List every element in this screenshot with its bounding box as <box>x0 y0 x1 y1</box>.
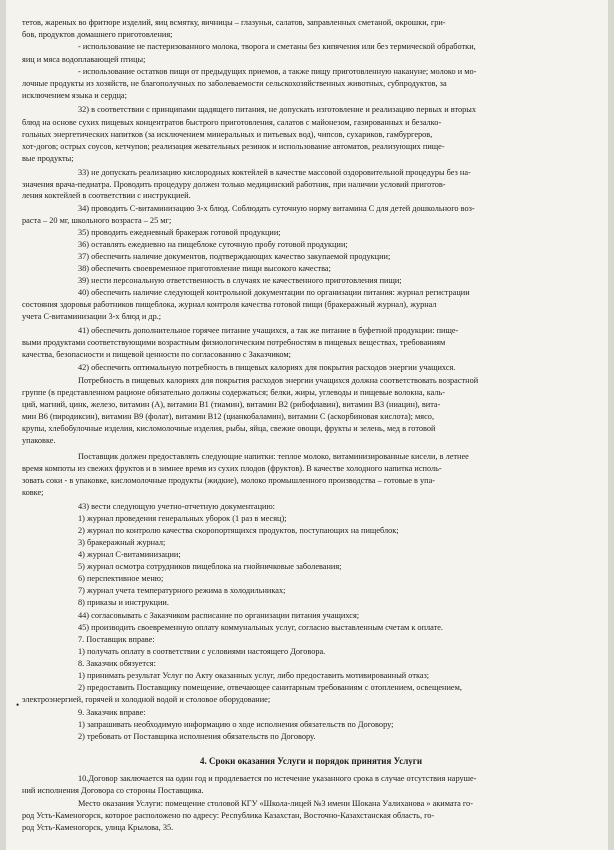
text-line: лочные продукты из хозяйств, не благополучных по заболеваемости сельскохозяйственных животных, субпродуктов, за <box>22 79 447 88</box>
text-line: 41) обеспечить дополнительное горячее питание учащихся, а так же питание в буфетной продукции: пище- <box>78 326 459 335</box>
text-line: ний исполнения Договора со стороны Поставщика. <box>22 786 204 795</box>
text-line: 5) журнал осмотра сотрудников пищеблока на гнойничковые заболевания; <box>78 562 342 571</box>
text-line: зовать соки - в упаковке, кисломолочные продукты (жидкие), молоко промышленного производства – готовые в упа- <box>22 476 436 485</box>
text-line: раста – 20 мг, школьного возраста – 25 мг; <box>22 216 172 225</box>
page-left-edge <box>0 0 6 850</box>
document-page <box>22 0 600 850</box>
text-line: 7. Поставщик вправе: <box>78 635 155 644</box>
text-line: тетов, жареных во фритюре изделий, яиц всмятку, яичницы – глазуньи, салатов, заправленных сметаной, окрошки, гри- <box>22 18 446 27</box>
text-line: яиц и мяса водоплавающей птицы; <box>22 55 146 64</box>
text-line: гольных энергетических напитков (за исключением минеральных и питьевых вод), чипсов, сухариков, гамбургеров, <box>22 130 433 139</box>
text-line: 2) журнал по контролю качества скоропортящихся продуктов, поступающих на пищеблок; <box>78 526 399 535</box>
text-line: электроэнергией, горячей и холодной водой и столовое оборудование; <box>22 695 271 704</box>
text-line: 42) обеспечить оптимальную потребность в пищевых калориях для покрытия расходов энергии учащихся. <box>78 363 456 372</box>
text-line: упаковке. <box>22 436 56 445</box>
text-line: ления коктейлей в соответствии с инструкцией. <box>22 191 191 200</box>
text-line: вые продукты; <box>22 154 74 163</box>
text-line: 10.Договор заключается на один год и продлевается по истечение указанного срока в случае отсутствия наруше- <box>78 774 477 783</box>
text-line: мин В6 (пиродиксин), витамин В9 (фолат), витамин В12 (цианкобаламин), витамин С (аскорбиновая кислота); мясо, <box>22 412 435 421</box>
text-line: крупы, хлебобулочные изделия, кисломолочные изделия, рыбы, яйца, свежие овощи, фрукты и зелень, мед в готовой <box>22 424 436 433</box>
text-line: группе (в представленном рационе обязательно должны содержаться; белки, жиры, углеводы и пищевые волокна, каль- <box>22 388 446 397</box>
text-line: 45) производить своевременную оплату коммунальных услуг, согласно выставленным счетам к оплате. <box>78 623 444 632</box>
text-line: - использование остатков пищи от предыдущих приемов, а также пищу приготовленную накануне; молоко и мо- <box>78 67 477 76</box>
text-line: учета С-витаминизации 3-х блюд и др.; <box>22 312 162 321</box>
text-line: значения врача-педиатра. Проводить процедуру должен только медицинский работник, при наличии условий приготов- <box>22 180 446 189</box>
text-line: ций, магний, цинк, железо, витамин (А), витамин В1 (тиамин), витамин В2 (рибофлавин), витамин В3 (ниацин), вита- <box>22 400 441 409</box>
text-line: 37) обеспечить наличие документов, подтверждающих качество закупаемой продукции; <box>78 252 391 261</box>
text-line: 3) бракеражный журнал; <box>78 538 166 547</box>
margin-bullet-mark: • <box>16 700 20 710</box>
text-line: блюд на основе сухих пищевых концентратов быстрого приготовления, салатов с майонезом, газированных и безалко- <box>22 118 442 127</box>
text-line: 6) перспективное меню; <box>78 574 164 583</box>
text-line: 1) принимать результат Услуг по Акту оказанных услуг, либо предоставить мотивированный отказ; <box>78 671 430 680</box>
text-line: 1) запрашивать необходимую информацию о ходе исполнения обязательств по Договору; <box>78 720 394 729</box>
text-line: - использование не пастеризованного молока, творога и сметаны без кипячения или без термической обработки, <box>78 42 476 51</box>
text-line: 32) в соответствии с принципами щадящего питания, не допускать изготовление и реализацию первых и вторых <box>78 105 477 114</box>
text-line: 44) согласовывать с Заказчиком расписание по организации питания учащихся; <box>78 611 360 620</box>
text-line: Место оказания Услуги: помещение столовой КГУ «Школа-лицей №3 имени Шокана Уалиханова » акимата го- <box>78 799 473 808</box>
text-line: 35) проводить ежедневный бракераж готовой продукции; <box>78 228 281 237</box>
text-line: 34) проводить С-витаминизацию 3-х блюд. Соблюдать суточную норму витамина С для детей дошкольного воз- <box>78 204 475 213</box>
text-line: 2) предоставить Поставщику помещение, отвечающее санитарным требованиям с отоплением, освещением, <box>78 683 462 692</box>
text-line: состояния здоровья работников пищеблока, журнал контроля качества готовой пищи (бракеражный журнал), журнал <box>22 300 437 309</box>
text-line: 33) не допускать реализацию кислородных коктейлей в качестве массовой оздоровительной процедуры без на- <box>78 168 471 177</box>
text-line: 2) требовать от Поставщика исполнения обязательств по Договору. <box>78 732 316 741</box>
text-line: род Усть-Каменогорск, улица Крылова, 35. <box>22 823 174 832</box>
text-line: 39) нести персональную ответственность в случаях не качественного приготовления пищи; <box>78 276 402 285</box>
text-line: исключением языка и сердца; <box>22 91 127 100</box>
text-line: время компоты из свежих фруктов и в зимнее время из сухих плодов (фруктов). В качестве холодного напитка исполь- <box>22 464 442 473</box>
text-line: 8) приказы и инструкции. <box>78 598 169 607</box>
text-line: 8. Заказчик обязуется: <box>78 659 156 668</box>
text-line: качества, безопасности и пищевой ценности по согласованию с Заказчиком; <box>22 350 291 359</box>
text-line: бов, продуктов домашнего приготовления; <box>22 30 173 39</box>
text-line: 40) обеспечить наличие следующей контрольной документации по организации питания: журнал регистрации <box>78 288 470 297</box>
text-line: 1) получать оплату в соответствии с условиями настоящего Договора. <box>78 647 326 656</box>
text-line: Потребность в пищевых калориях для покрытия расходов энергии учащихся должна соответствовать возрастной <box>78 376 479 385</box>
text-line: хот-догов; острых соусов, кетчупов; реализация жевательных резинок и использование автоматов, реализующих пище- <box>22 142 445 151</box>
text-line: 1) журнал проведения генеральных уборок (1 раз в месяц); <box>78 514 287 523</box>
text-line: ковке; <box>22 488 44 497</box>
text-line: 9. Заказчик вправе: <box>78 708 146 717</box>
text-line: 43) вести следующую учетно-отчетную документацию: <box>78 502 275 511</box>
text-line: 38) обеспечить своевременное приготовление пищи высокого качества; <box>78 264 331 273</box>
text-line: 36) оставлять ежедневно на пищеблоке суточную пробу готовой продукции; <box>78 240 348 249</box>
text-line: род Усть-Каменогорск, которое расположено по адресу: Республика Казахстан, Восточно-Казахстанская область, го- <box>22 811 435 820</box>
text-line: выми продуктами соответствующими возрастным физиологическим потребностям в пищевых веществах, требованиям <box>22 338 446 347</box>
text-line: 4) журнал С-витаминизации; <box>78 550 181 559</box>
text-line: 7) журнал учета температурного режима в холодильниках; <box>78 586 286 595</box>
text-line: Поставщик должен предоставлять следующие напитки: теплое молоко, витаминизированные кисели, в летнее <box>78 452 469 461</box>
section-heading: 4. Сроки оказания Услуги и порядок принятия Услуги <box>199 756 423 766</box>
